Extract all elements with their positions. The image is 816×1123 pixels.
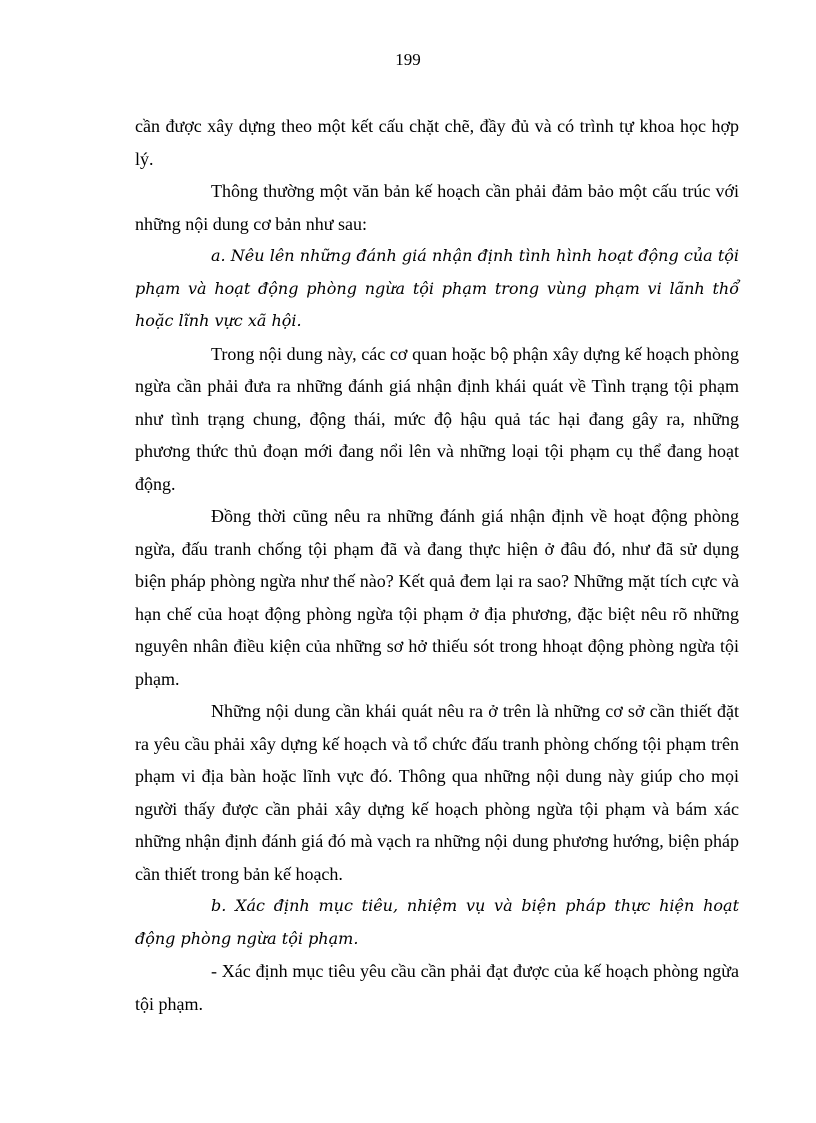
paragraph-continuation: cần được xây dựng theo một kết cấu chặt chẽ, đầy đủ và có trình tự khoa học hợp lý. bbox=[135, 116, 739, 169]
list-item-objective: - Xác định mục tiêu yêu cầu cần phải đạt được của kế hoạch phòng ngừa tội phạm. bbox=[135, 961, 739, 1014]
paragraph-prevention-review: Đồng thời cũng nêu ra những đánh giá nhận định về hoạt động phòng ngừa, đấu tranh chống tội phạm đã và đang thực hiện ở đâu đó, như đã sử dụng biện pháp phòng ngừa như thế nào? Kết quả đem lại ra sao? Những mặt tích cực và hạn chế của hoạt động phòng ngừa tội phạm ở địa phương, đặc biệt nêu rõ những nguyên nhân điều kiện của những sơ hở thiếu sót trong hhoạt động phòng ngừa tội phạm. bbox=[135, 506, 739, 689]
paragraph-assessment: Trong nội dung này, các cơ quan hoặc bộ phận xây dựng kế hoạch phòng ngừa cần phải đưa ra những đánh giá nhận định khái quát về Tình trạng tội phạm như tình trạng chung, động thái, mức độ hậu quả tác hại đang gây ra, những phương thức thủ đoạn mới đang nổi lên và những loại tội phạm cụ thể đang hoạt động. bbox=[135, 343, 739, 494]
document-body bbox=[135, 110, 739, 1020]
section-heading-a: a. Nêu lên những đánh giá nhận định tình hình hoạt động của tội phạm và hoạt động phòng ngừa tội phạm trong vùng phạm vi lãnh thổ hoặc lĩnh vực xã hội. bbox=[135, 246, 739, 330]
page-number: 199 bbox=[395, 50, 421, 69]
section-heading-b: b. Xác định mục tiêu, nhiệm vụ và biện pháp thực hiện hoạt động phòng ngừa tội phạm. bbox=[135, 896, 739, 948]
paragraph-basis: Những nội dung cần khái quát nêu ra ở trên là những cơ sở cần thiết đặt ra yêu cầu phải xây dựng kế hoạch và tổ chức đấu tranh phòng chống tội phạm trên phạm vi địa bàn hoặc lĩnh vực đó. Thông qua những nội dung này giúp cho mọi người thấy được cần phải xây dựng kế hoạch phòng ngừa tội phạm và bám xác những nhận định đánh giá đó mà vạch ra những nội dung phương hướng, biện pháp cần thiết trong bản kế hoạch. bbox=[135, 701, 739, 884]
paragraph-structure-intro: Thông thường một văn bản kế hoạch cần phải đảm bảo một cấu trúc với những nội dung cơ bản như sau: bbox=[135, 181, 739, 234]
